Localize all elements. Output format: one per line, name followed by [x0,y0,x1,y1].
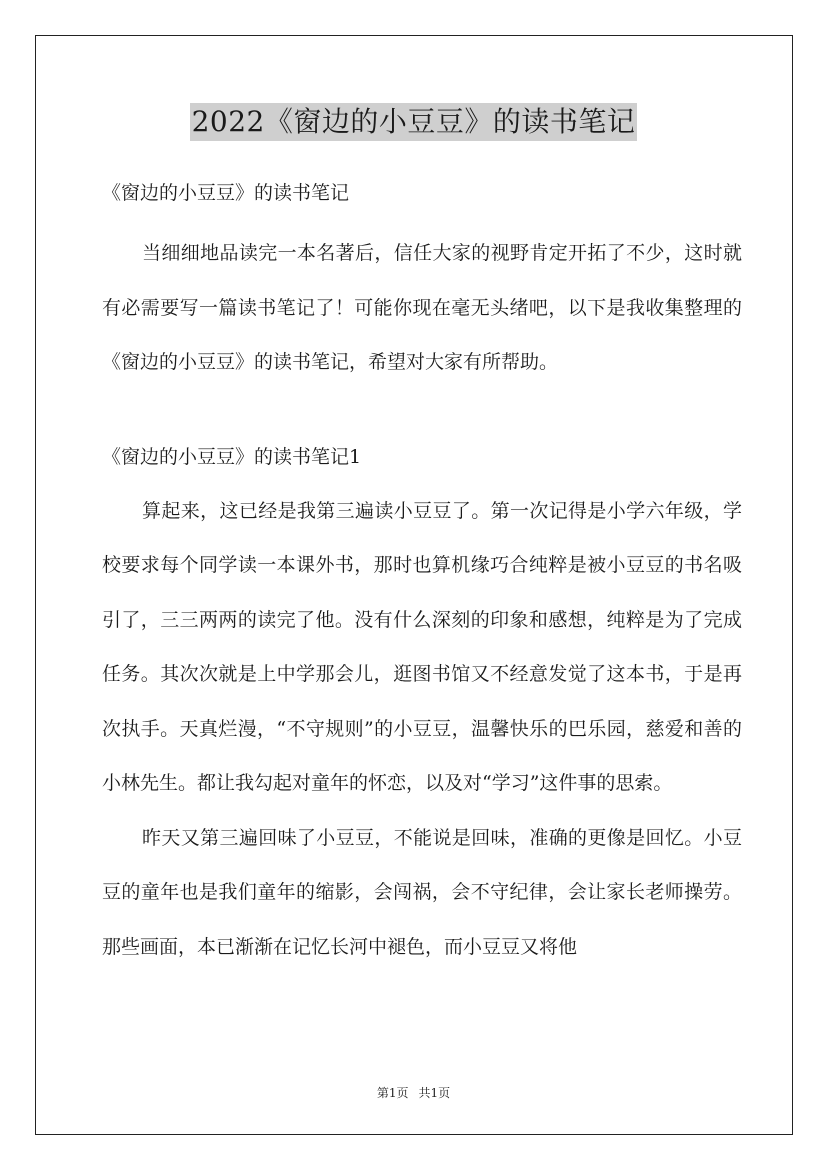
spacer [102,210,742,226]
page-footer [0,1084,827,1101]
spacer [102,390,742,440]
body-paragraph: 算起来，这已经是我第三遍读小豆豆了。第一次记得是小学六年级，学校要求每个同学读一本课外书，那时也算机缘巧合纯粹是被小豆豆的书名吸引了，三三两两的读完了他。没有什么深刻的印象和感想，纯粹是为了完成任务。其次次就是上中学那会儿，逛图书馆又不经意发觉了这本书，于是再次执手。天真烂漫，“不守规则”的小豆豆，温馨快乐的巴乐园，慈爱和善的小林先生。都让我勾起对童年的怀恋，以及对“学习”这件事的思索。 [102,499,742,794]
title-container [0,103,827,141]
intro-paragraph: 当细细地品读完一本名著后，信任大家的视野肯定开拓了不少，这时就有必需要写一篇读书笔记了！可能你现在毫无头绪吧，以下是我收集整理的《窗边的小豆豆》的读书笔记，希望对大家有所帮助。 [102,242,742,373]
page-number: 第1页 [376,1086,409,1100]
page-total: 共1页 [418,1086,451,1100]
document-body [102,176,742,974]
section-heading: 《窗边的小豆豆》的读书笔记1 [102,445,362,468]
document-title: 2022《窗边的小豆豆》的读书笔记 [190,103,638,141]
body-paragraph: 昨天又第三遍回味了小豆豆，不能说是回味，准确的更像是回忆。小豆豆的童年也是我们童年的缩影，会闯祸，会不守纪律，会让家长老师操劳。那些画面，本已渐渐在记忆长河中褪色，而小豆豆又将他 [102,826,742,958]
intro-heading: 《窗边的小豆豆》的读书笔记 [102,182,350,204]
spacer [102,474,742,484]
